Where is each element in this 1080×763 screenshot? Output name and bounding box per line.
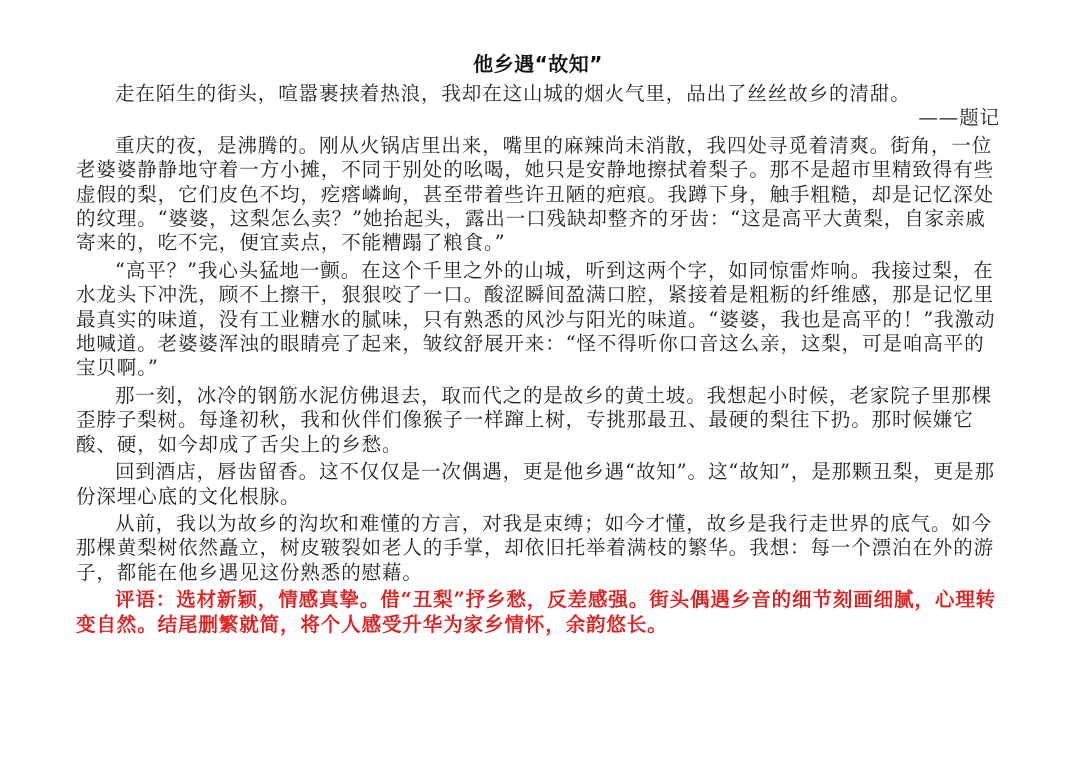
epigraph-text: 走在陌生的街头，喧嚣裹挟着热浪，我却在这山城的烟火气里，品出了丝丝故乡的清甜。 — [115, 82, 911, 105]
paragraph-1: 重庆的夜，是沸腾的。刚从火锅店里出来，嘴里的麻辣尚未消散，我四处寻觅着清爽。街角，一位老婆婆静静地守着一方小摊，不同于别处的吆喝，她只是安静地擦拭着梨子。那不是超市里精致得有些虚假的梨，它们皮色不均，疙瘩嶙峋，甚至带着些许丑陋的疤痕。我蹲下身，触手粗糙，却是记忆深处的纹理。“婆婆，这梨怎么卖？”她抬起头，露出一口残缺却整齐的牙齿：“这是高平大黄梨，自家亲戚寄来的，吃不完，便宜卖点，不能糟蹋了粮食。” — [76, 133, 995, 255]
paragraph-3: 那一刻，冰冷的钢筋水泥仿佛退去，取而代之的是故乡的黄土坡。我想起小时候，老家院子里那棵歪脖子梨树。每逢初秋，我和伙伴们像猴子一样蹿上树，专挑那最丑、最硬的梨往下扔。那时候嫌它酸、硬，如今却成了舌尖上的乡愁。 — [76, 383, 993, 456]
essay-page — [76, 50, 1000, 637]
teacher-comment: 评语：选材新颖，情感真挚。借“丑梨”抒乡愁，反差感强。街头偶遇乡音的细节刻画细腻，心理转变自然。结尾删繁就简，将个人感受升华为家乡情怀，余韵悠长。 — [76, 588, 997, 636]
paragraph-2: “高平？”我心头猛地一颤。在这个千里之外的山城，听到这两个字，如同惊雷炸响。我接过梨，在水龙头下冲洗，顾不上擦干，狠狠咬了一口。酸涩瞬间盈满口腔，紧接着是粗粝的纤维感，那是记忆里最真实的味道，没有工业糖水的腻味，只有熟悉的风沙与阳光的味道。“婆婆，我也是高平的！”我激动地喊道。老婆婆浑浊的眼睛亮了起来，皱纹舒展开来：“怪不得听你口音这么亲，这梨，可是咱高平的宝贝啊。” — [76, 258, 996, 380]
paragraph-5: 从前，我以为故乡的沟坎和难懂的方言，对我是束缚；如今才懂，故乡是我行走世界的底气。如今那棵黄梨树依然矗立，树皮皲裂如老人的手掌，却依旧托举着满枝的繁华。我想：每一个漂泊在外的游子，都能在他乡遇见这份熟悉的慰藉。 — [76, 511, 995, 584]
essay-title: 他乡遇“故知” — [473, 52, 603, 76]
paragraph-4: 回到酒店，唇齿留香。这不仅仅是一次偶遇，更是他乡遇“故知”。这“故知”，是那颗丑梨，更是那份深埋心底的文化根脉。 — [76, 460, 995, 508]
epigraph-signature: ——题记 — [918, 106, 1000, 130]
